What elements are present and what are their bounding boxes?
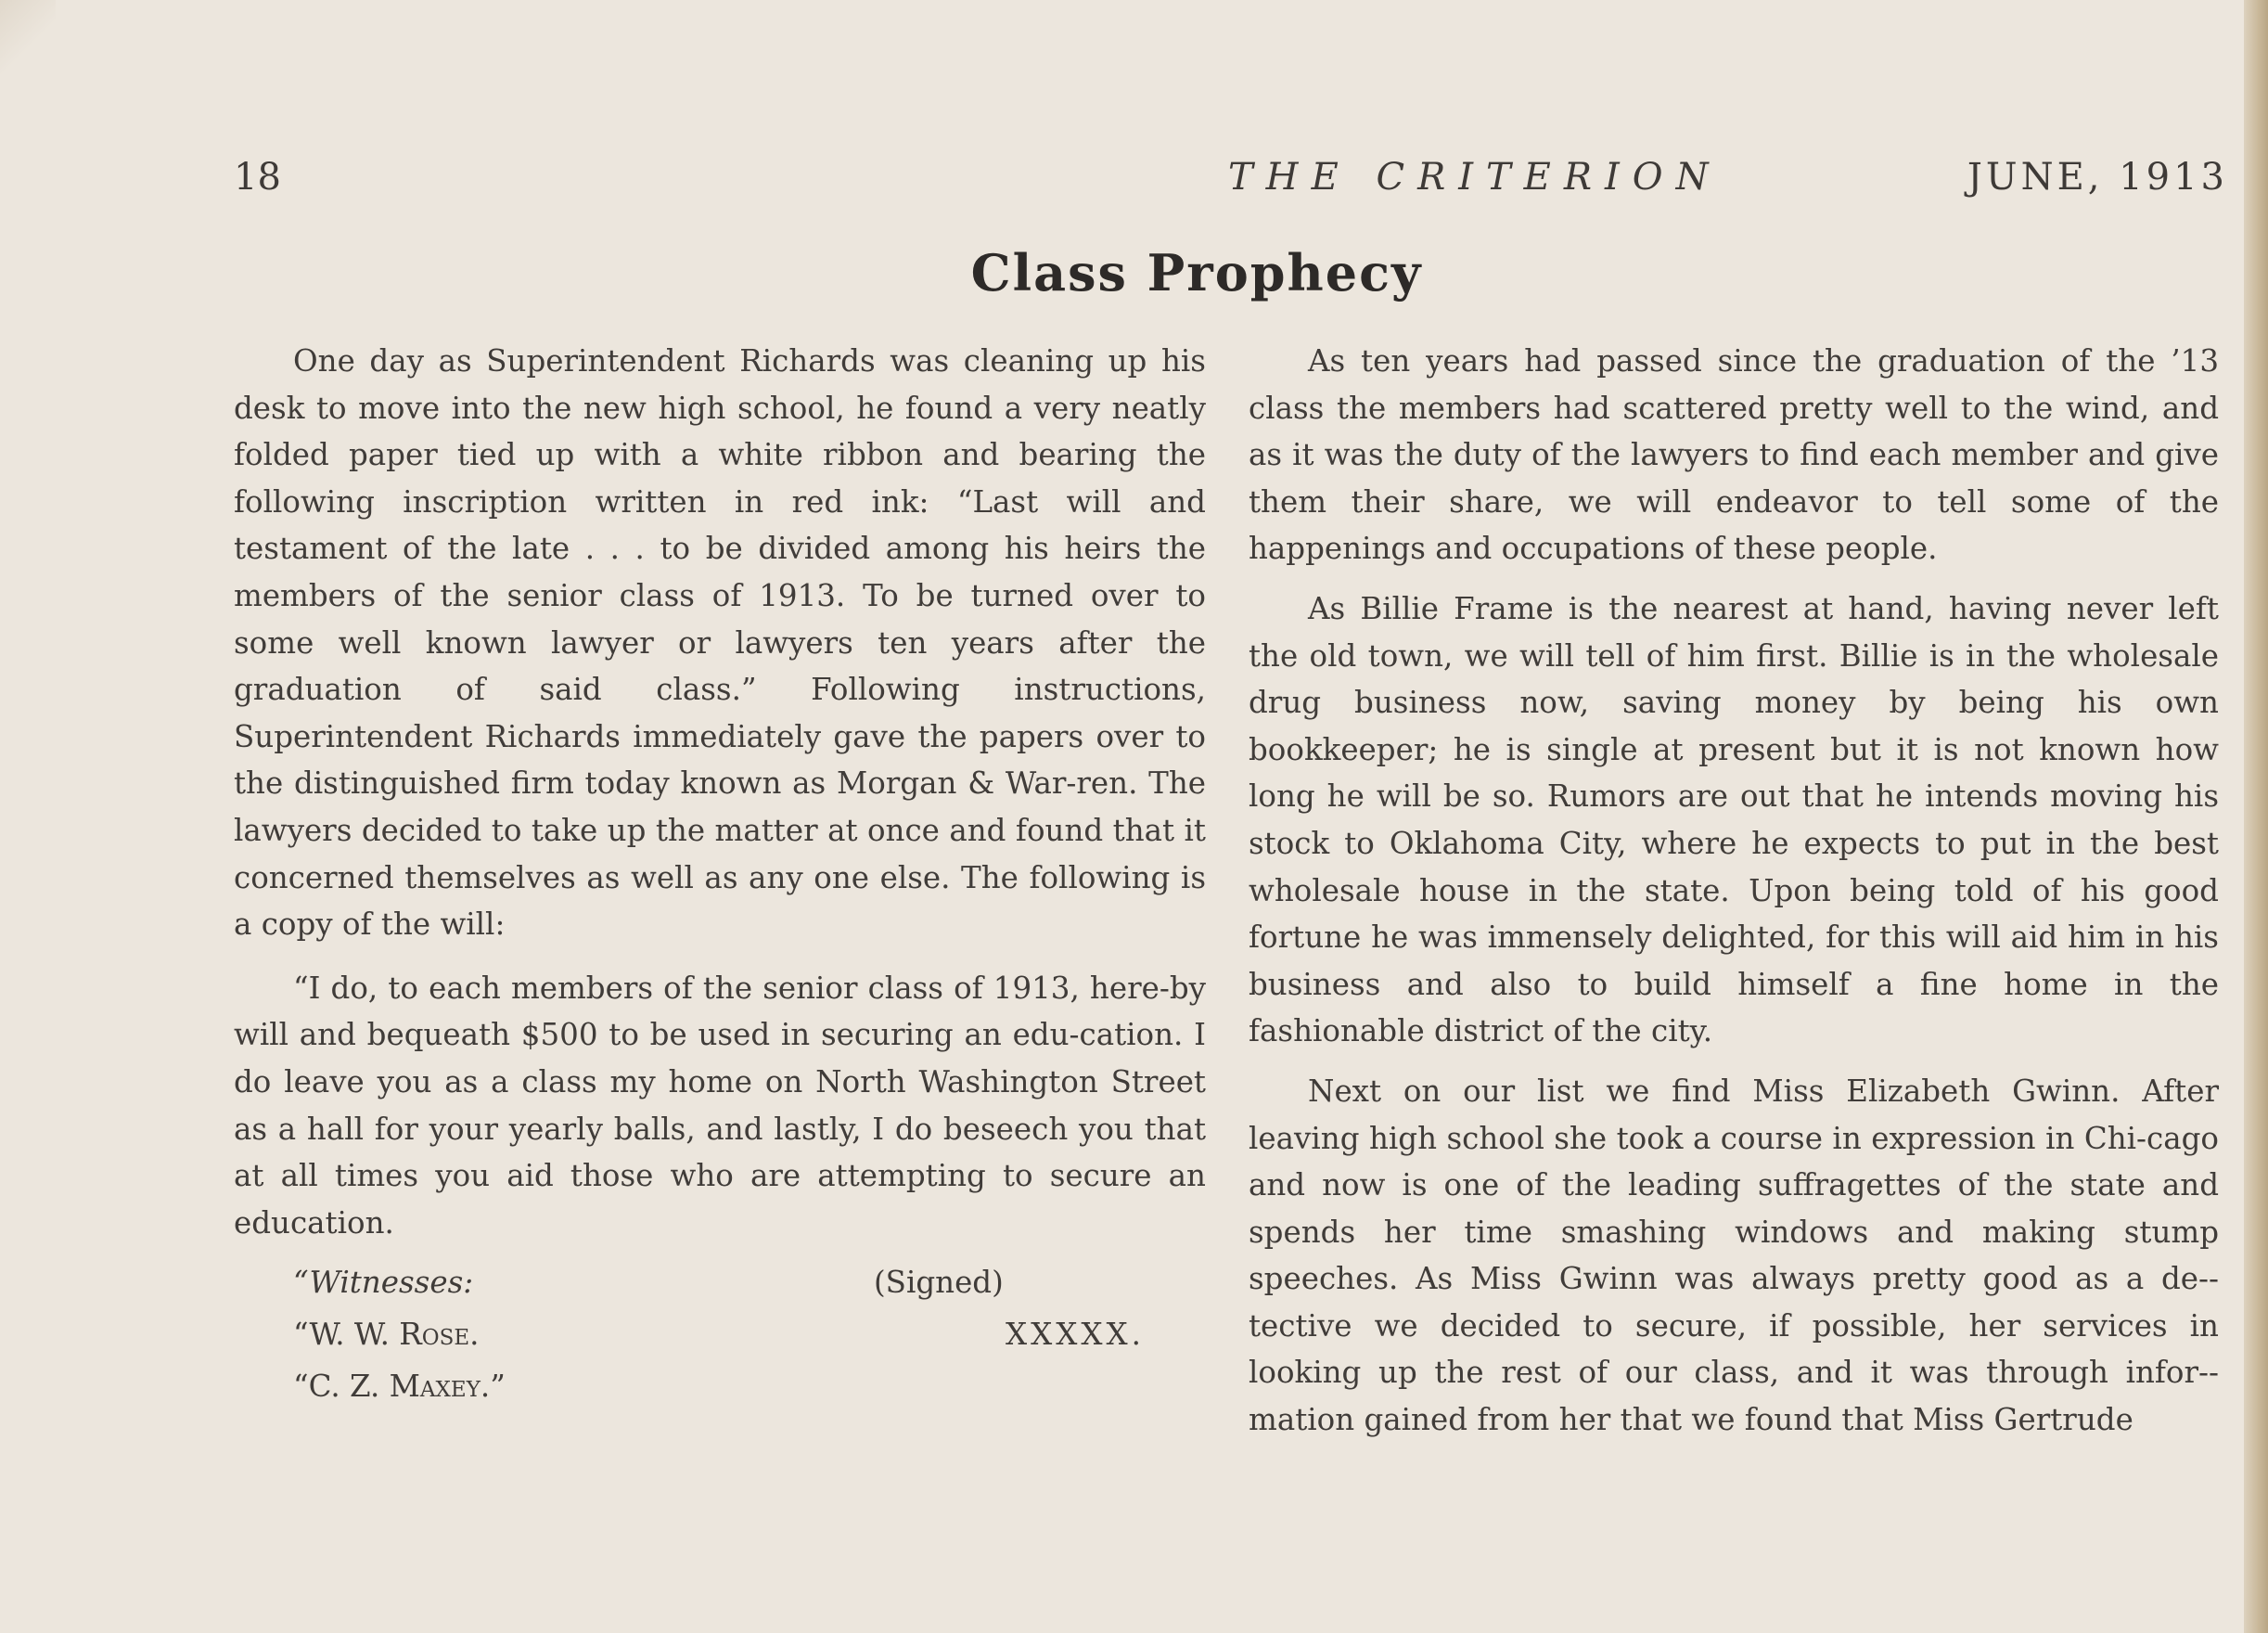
witness-name: “C. Z. Maxey.” xyxy=(293,1369,506,1405)
running-header xyxy=(234,156,2228,212)
signature-mark: XXXXX. xyxy=(1006,1317,1146,1353)
signed-label: (Signed) xyxy=(874,1265,1004,1301)
article-title: Class Prophecy xyxy=(970,243,1423,302)
paragraph: Next on our list we find Miss Elizabeth Gwinn. After leaving high school she took a course in expression in Chi-cago and now is one of the leading suffragettes of the state and spends her time smashing windows and making stump speeches. As Miss Gwinn was always pretty good as a de-tective we decided to secure, if possible, her services in looking up the rest of our class, and it was through infor-mation gained from her that we found that Miss Gertrude xyxy=(1249,1073,2219,1438)
paragraph: One day as Superintendent Richards was cleaning up his desk to move into the new high school, he found a very neatly folded paper tied up with a white ribbon and bearing the following inscription written in red ink: “Last will and testament of the late . . . to be divided among his heirs the members of the senior class of 1913. To be turned over to some well known lawyer or lawyers ten years after the graduation of said class.” Following instructions, Superintendent Richards immediately gave the papers over to the distinguished firm today known as Morgan & War-ren. The lawyers decided to take up the matter at once and found that it concerned themselves as well as any one else. The following is a copy of the will: xyxy=(234,343,1206,943)
issue-date: JUNE, 1913 xyxy=(1967,156,2228,199)
paragraph: As ten years had passed since the graduation of the ’13 class the members had scattered pretty well to the wind, and as it was the duty of the lawyers to find each member and give them their share, we will endeavor to tell some of the happenings and occupations of these people. xyxy=(1249,343,2219,567)
page-edge-shadow xyxy=(2244,0,2268,1633)
left-column xyxy=(234,338,1206,1417)
signature-block xyxy=(234,1259,1206,1417)
right-column xyxy=(1249,338,2219,1457)
witnesses-label: “Witnesses: xyxy=(293,1265,474,1301)
witness-name: “W. W. Rose. xyxy=(293,1317,480,1353)
page-corner-crease xyxy=(0,0,56,74)
page-number: 18 xyxy=(234,156,281,199)
will-text-paragraph: “I do, to each members of the senior class of 1913, here-by will and bequeath $500 to be used in securing an edu-cation. I do leave you as a class my home on North Washington Street as a hall for your yearly balls, and lastly, I do beseech you that at all times you aid those who are attempting to secure an education. xyxy=(234,970,1206,1241)
paragraph: As Billie Frame is the nearest at hand, having never left the old town, we will tell of him first. Billie is in the wholesale drug business now, saving money by being his own bookkeeper; he is single at present but it is not known how long he will be so. Rumors are out that he intends moving his stock to Oklahoma City, where he expects to put in the best wholesale house in the state. Upon being told of his good fortune he was immensely delighted, for this will aid him in his business and also to build himself a fine home in the fashionable district of the city. xyxy=(1249,590,2219,1049)
publication-title: THE CRITERION xyxy=(1228,156,1722,199)
